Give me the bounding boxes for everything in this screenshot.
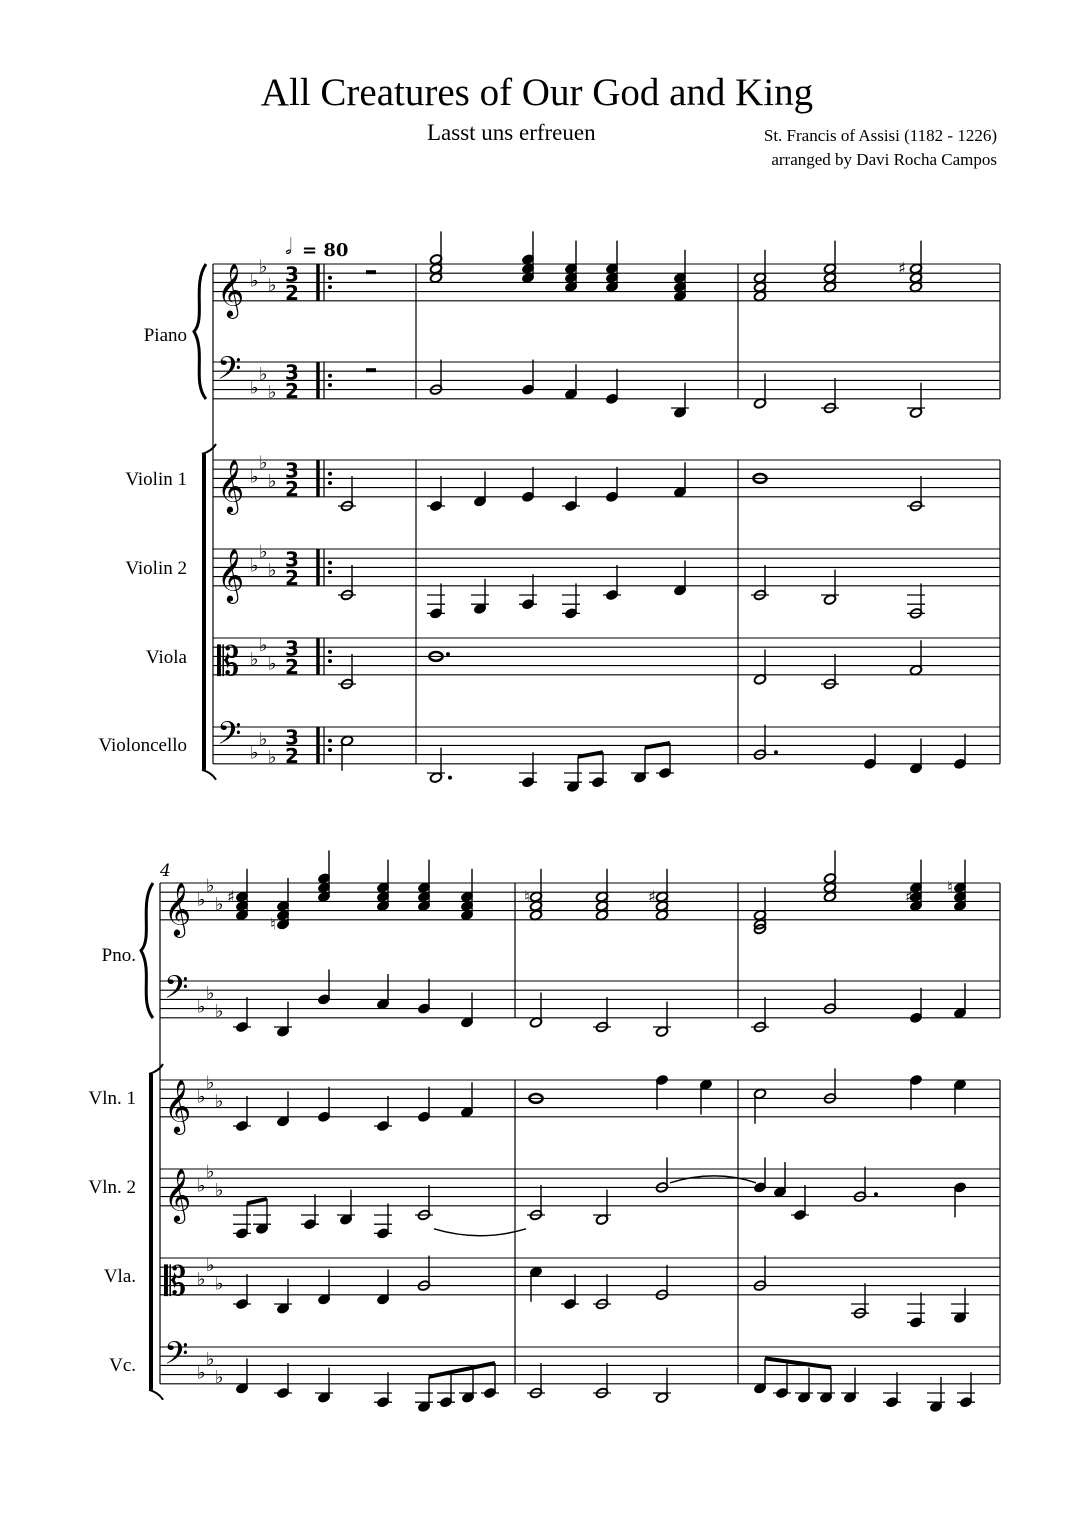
beam — [645, 743, 670, 748]
key-signature-flat-icon: ♭ — [259, 256, 268, 278]
beam — [578, 752, 603, 757]
time-signature-bottom: 2 — [285, 743, 299, 768]
bass-clef-icon: 𝄢 — [217, 715, 242, 759]
key-signature-flat-icon: ♭ — [250, 377, 259, 399]
treble-clef-icon: 𝄞 — [217, 547, 245, 602]
key-signature-flat-icon: ♭ — [206, 982, 215, 1004]
key-signature-flat-icon: ♭ — [268, 471, 277, 492]
half-rest — [366, 270, 376, 274]
key-signature-flat-icon: ♭ — [268, 275, 277, 296]
repeat-dot — [328, 285, 332, 289]
tie — [434, 1229, 526, 1236]
key-signature-flat-icon: ♭ — [197, 1086, 206, 1108]
string-bracket-bottom — [202, 770, 216, 780]
repeat-dot — [328, 570, 332, 574]
time-signature-top: 3 — [285, 547, 299, 572]
bass-clef-icon: 𝄢 — [217, 350, 242, 394]
key-signature-flat-icon: ♭ — [268, 653, 277, 675]
instrument-name-pno: Pno. — [101, 945, 136, 966]
bass-clef-icon: 𝄢 — [164, 1335, 189, 1379]
repeat-dot — [328, 481, 332, 485]
composer-line-2: arranged by Davi Rocha Campos — [771, 150, 997, 169]
string-bracket — [149, 1074, 153, 1390]
key-signature-flat-icon: ♭ — [215, 1091, 224, 1112]
instrument-name-violoncello: Violoncello — [98, 735, 187, 756]
repeat-dot — [328, 748, 332, 752]
natural-icon: ♮ — [947, 877, 953, 897]
key-signature-flat-icon: ♭ — [259, 363, 268, 385]
treble-clef-icon: 𝄞 — [217, 262, 245, 317]
instrument-name-vln1: Vln. 1 — [88, 1088, 136, 1109]
treble-clef-icon: 𝄞 — [164, 1078, 192, 1133]
treble-clef-icon: 𝄞 — [217, 458, 245, 513]
key-signature-flat-icon: ♭ — [206, 1255, 215, 1277]
key-signature-flat-icon: ♭ — [197, 1269, 206, 1290]
key-signature-flat-icon: ♭ — [268, 382, 277, 404]
beam — [247, 1199, 267, 1204]
string-bracket-top — [149, 1064, 163, 1074]
piano-brace — [141, 883, 153, 1018]
key-signature-flat-icon: ♭ — [259, 541, 268, 563]
time-signature-top: 3 — [285, 636, 299, 661]
string-bracket-bottom — [149, 1390, 163, 1400]
key-signature-flat-icon: ♭ — [215, 1001, 224, 1023]
repeat-dot — [328, 659, 332, 663]
repeat-dot — [328, 472, 332, 476]
time-signature-top: 3 — [285, 458, 299, 483]
key-signature-flat-icon: ♭ — [215, 894, 224, 915]
alto-clef-icon: 𝄡 — [217, 638, 240, 685]
key-signature-flat-icon: ♭ — [250, 742, 259, 764]
key-signature-flat-icon: ♭ — [259, 728, 268, 750]
key-signature-flat-icon: ♭ — [197, 1175, 206, 1197]
string-bracket-top — [202, 444, 216, 454]
key-signature-flat-icon: ♭ — [250, 555, 259, 577]
instrument-name-violin-1: Violin 1 — [125, 469, 187, 490]
key-signature-flat-icon: ♭ — [206, 1072, 215, 1094]
string-bracket — [202, 454, 206, 770]
key-signature-flat-icon: ♭ — [268, 747, 277, 769]
alto-clef-icon: 𝄡 — [164, 1258, 187, 1305]
key-signature-flat-icon: ♭ — [250, 466, 259, 488]
score-subtitle: Lasst uns erfreuen — [427, 120, 596, 145]
time-signature-bottom: 2 — [285, 654, 299, 679]
treble-clef-icon: 𝄞 — [164, 1167, 192, 1222]
key-signature-flat-icon: ♭ — [215, 1367, 224, 1389]
time-signature-top: 3 — [285, 725, 299, 750]
key-signature-flat-icon: ♭ — [268, 560, 277, 581]
repeat-dot — [328, 374, 332, 378]
natural-icon: ♮ — [524, 886, 530, 906]
instrument-name-viola: Viola — [145, 647, 187, 668]
augmentation-dot — [448, 776, 452, 780]
sharp-icon: ♯ — [898, 258, 906, 278]
key-signature-flat-icon: ♭ — [197, 996, 206, 1018]
instrument-name-piano: Piano — [143, 325, 187, 346]
repeat-dot — [328, 276, 332, 280]
instrument-name-vla: Vla. — [103, 1266, 136, 1287]
composer-line-1: St. Francis of Assisi (1182 - 1226) — [763, 126, 997, 145]
bass-clef-icon: 𝄢 — [164, 969, 189, 1013]
time-signature-bottom: 2 — [285, 476, 299, 501]
augmentation-dot — [774, 750, 778, 754]
time-signature-bottom: 2 — [285, 565, 299, 590]
repeat-dot — [328, 383, 332, 387]
instrument-name-violin-2: Violin 2 — [125, 558, 187, 579]
sharp-icon: ♯ — [648, 886, 656, 906]
piano-brace — [194, 264, 206, 399]
key-signature-flat-icon: ♭ — [259, 452, 268, 474]
repeat-dot — [328, 561, 332, 565]
time-signature-bottom: 2 — [285, 378, 299, 403]
key-signature-flat-icon: ♭ — [215, 1273, 224, 1295]
time-signature-bottom: 2 — [285, 280, 299, 305]
key-signature-flat-icon: ♭ — [259, 635, 268, 657]
tie — [670, 1176, 756, 1183]
tempo-half-note-icon: 𝅗𝅥 — [285, 235, 292, 260]
time-signature-top: 3 — [285, 360, 299, 385]
key-signature-flat-icon: ♭ — [206, 1161, 215, 1183]
key-signature-flat-icon: ♭ — [197, 1362, 206, 1384]
sharp-icon: ♯ — [905, 886, 913, 906]
repeat-dot — [328, 739, 332, 743]
key-signature-flat-icon: ♭ — [206, 1348, 215, 1370]
instrument-name-vc: Vc. — [109, 1355, 136, 1376]
measure-number: 4 — [160, 861, 171, 881]
tempo-mark: = 80 — [302, 240, 349, 261]
key-signature-flat-icon: ♭ — [215, 1180, 224, 1201]
key-signature-flat-icon: ♭ — [206, 875, 215, 897]
natural-icon: ♮ — [270, 914, 276, 934]
augmentation-dot — [446, 652, 450, 656]
beam — [765, 1358, 831, 1367]
sharp-icon: ♯ — [227, 886, 235, 906]
augmentation-dot — [874, 1192, 878, 1196]
treble-clef-icon: 𝄞 — [164, 881, 192, 936]
score-title: All Creatures of Our God and King — [260, 71, 814, 114]
key-signature-flat-icon: ♭ — [197, 889, 206, 911]
repeat-dot — [328, 650, 332, 654]
time-signature-top: 3 — [285, 262, 299, 287]
key-signature-flat-icon: ♭ — [250, 649, 259, 670]
key-signature-flat-icon: ♭ — [250, 270, 259, 292]
half-rest — [366, 368, 376, 372]
instrument-name-vln2: Vln. 2 — [88, 1177, 136, 1198]
